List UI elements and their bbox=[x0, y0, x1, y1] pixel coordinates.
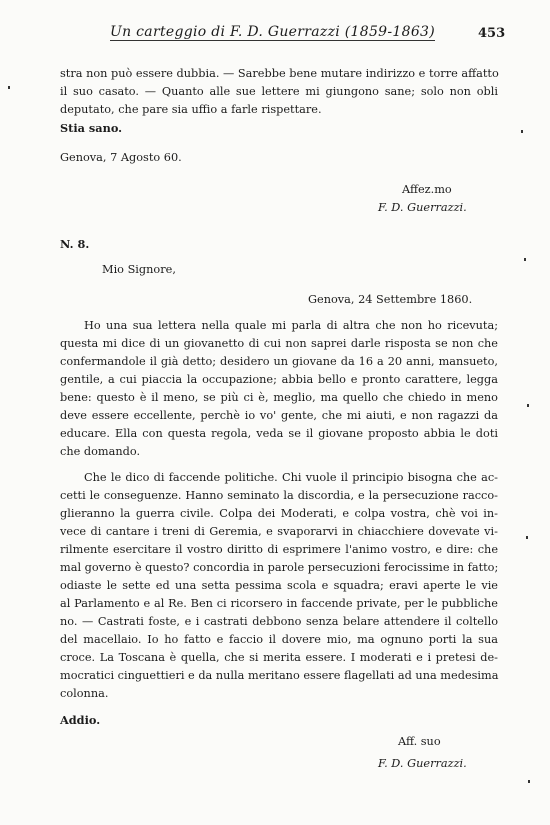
letter-number: N. 8. bbox=[60, 237, 90, 251]
letter7-closing: Stia sano. bbox=[60, 121, 123, 135]
margin-speck bbox=[528, 780, 530, 783]
letter7-line: il suo casato. — Quanto alle sue lettere mi giungono sane; solo non obli bbox=[60, 85, 498, 98]
letter7-valediction: Affez.mo bbox=[402, 183, 452, 196]
letter7-signature: F. D. Guerrazzi. bbox=[378, 201, 467, 214]
paragraph2-line: mocratici cinguettieri e da nulla meritano essere flagellati ad una medesima bbox=[60, 669, 499, 682]
paragraph1-line: Ho una sua lettera nella quale mi parla di altra che non ho ricevuta; bbox=[84, 319, 498, 332]
letter8-signature: F. D. Guerrazzi. bbox=[378, 757, 467, 770]
letter8-valediction: Aff. suo bbox=[398, 735, 441, 748]
margin-speck bbox=[8, 86, 10, 89]
paragraph2-line: rilmente esercitare il vostro diritto di esprimere l'animo vostro, e dire: che bbox=[60, 543, 498, 556]
paragraph1-line: questa mi dice di un giovanetto di cui non saprei darle risposta se non che bbox=[60, 337, 498, 350]
paragraph1-line: educare. Ella con questa regola, veda se il giovane proposto abbia le doti bbox=[60, 427, 498, 440]
paragraph2-line: croce. La Toscana è quella, che si merita essere. I moderati e i pretesi de- bbox=[60, 651, 498, 664]
paragraph2-line: Che le dico di faccende politiche. Chi vuole il principio bisogna che ac- bbox=[84, 471, 498, 484]
paragraph2-line: mal governo è questo? concordia in parole persecuzioni ferocissime in fatto; bbox=[60, 561, 499, 574]
running-title: Un carteggio di F. D. Guerrazzi (1859-1863) bbox=[110, 24, 435, 40]
letter8-closing: Addio. bbox=[60, 713, 101, 727]
letter8-date: Genova, 24 Settembre 1860. bbox=[308, 293, 473, 306]
paragraph2-line: odiaste le sette ed una setta pessima scola e squadra; eravi aperte le vie bbox=[60, 579, 498, 592]
paragraph2-line: al Parlamento e al Re. Ben ci ricorsero in faccende private, per le pubbliche bbox=[60, 597, 498, 610]
paragraph2-line: glieranno la guerra civile. Colpa dei Moderati, e colpa vostra, chè voi in- bbox=[60, 507, 498, 520]
paragraph2-line: no. — Castrati foste, e i castrati debbono senza belare attendere il coltello bbox=[60, 615, 498, 628]
margin-speck bbox=[524, 258, 526, 261]
paragraph1-line: confermandole il già detto; desidero un giovane da 16 a 20 anni, mansueto, bbox=[60, 355, 498, 368]
salutation: Mio Signore, bbox=[102, 263, 176, 276]
margin-speck bbox=[521, 130, 523, 133]
paragraph1-line: deve essere eccellente, perchè io vo' gente, che mi aiuti, e non ragazzi da bbox=[60, 409, 498, 422]
letter7-line: stra non può essere dubbia. — Sarebbe bene mutare indirizzo e torre affatto bbox=[60, 67, 499, 80]
paragraph2-line: vece di cantare i treni di Geremia, e svaporarvi in chiacchiere dovevate vi- bbox=[60, 525, 498, 538]
page-header bbox=[0, 24, 550, 44]
margin-speck bbox=[526, 536, 528, 539]
paragraph2-line: cetti le conseguenze. Hanno seminato la discordia, e la persecuzione racco- bbox=[60, 489, 498, 502]
paragraph2-line: colonna. bbox=[60, 687, 109, 700]
paragraph2-line: del macellaio. Io ho fatto e faccio il dovere mio, ma ognuno porti la sua bbox=[60, 633, 498, 646]
page-number: 453 bbox=[478, 26, 506, 41]
margin-speck bbox=[527, 404, 529, 407]
letter7-date: Genova, 7 Agosto 60. bbox=[60, 151, 182, 164]
letter7-line: deputato, che pare sia uffio a farle rispettare. bbox=[60, 103, 322, 116]
paragraph1-line: bene: questo è il meno, se più ci è, meglio, ma quello che chiedo in meno bbox=[60, 391, 498, 404]
paragraph1-line: che domando. bbox=[60, 445, 141, 458]
paragraph1-line: gentile, a cui piaccia la occupazione; abbia bello e pronto carattere, legga bbox=[60, 373, 498, 386]
